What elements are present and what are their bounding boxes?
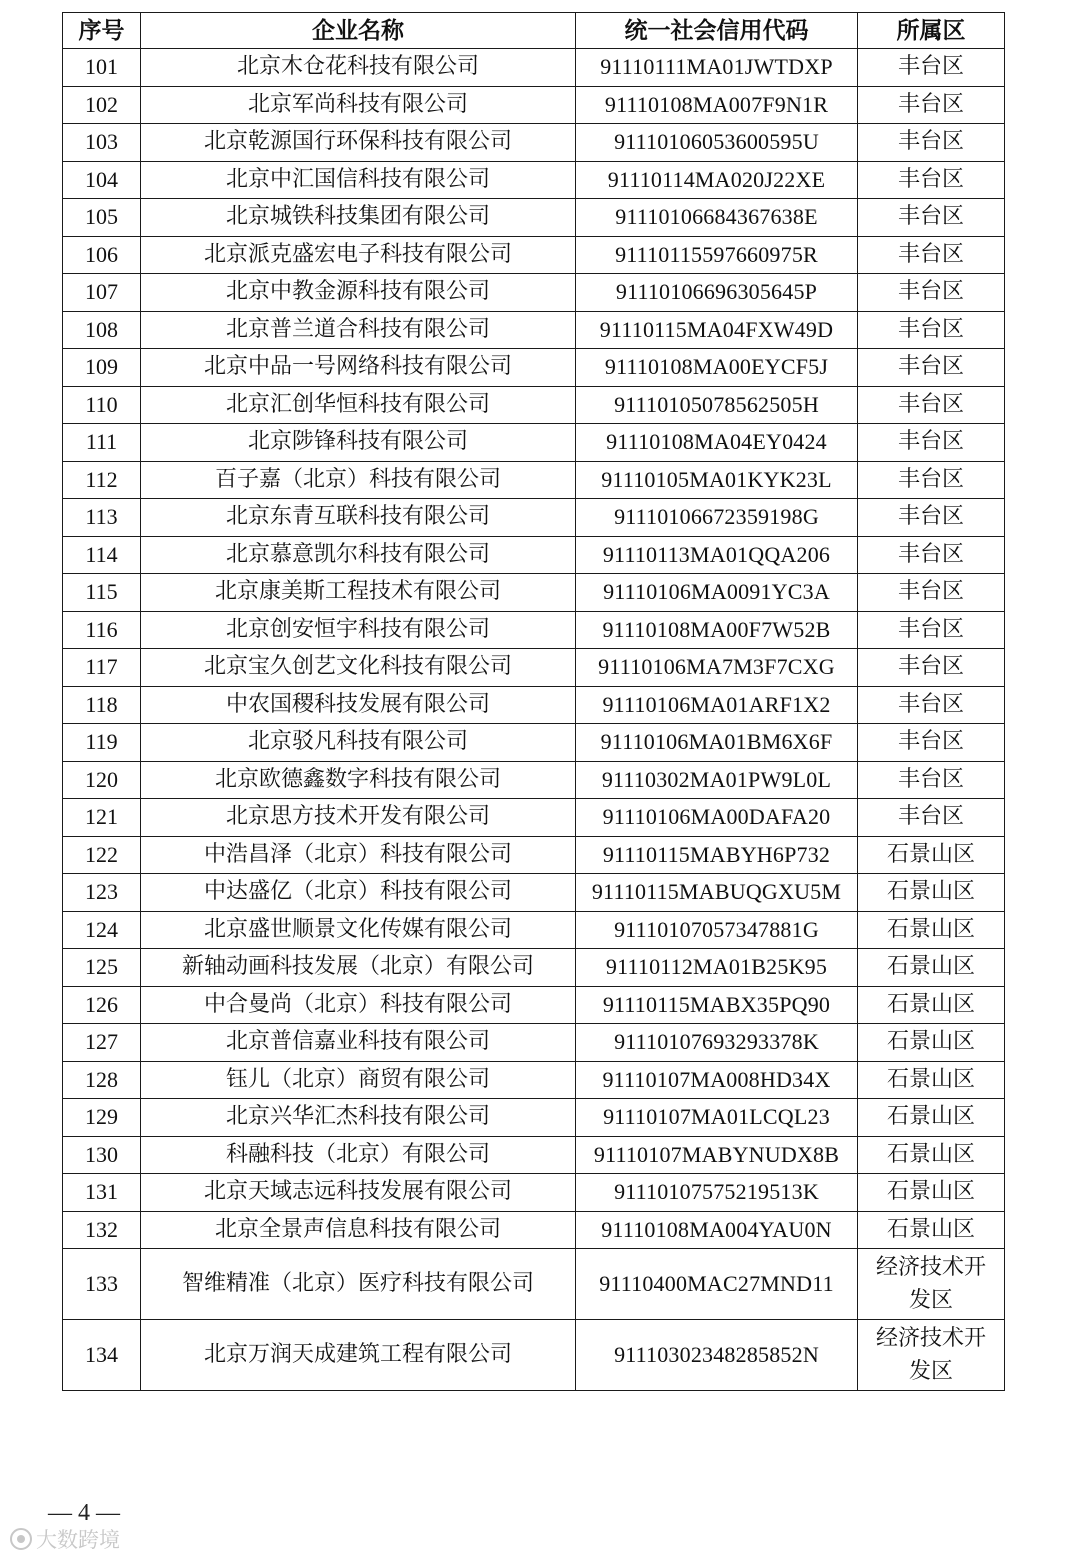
cell-district: 石景山区: [858, 1174, 1005, 1212]
cell-company-name: 北京汇创华恒科技有限公司: [141, 386, 576, 424]
cell-index: 117: [63, 649, 141, 687]
table-row: [63, 349, 1005, 387]
cell-credit-code: 91110115MA04FXW49D: [576, 311, 858, 349]
cell-district: 丰台区: [858, 461, 1005, 499]
header-row: [63, 13, 1005, 49]
cell-index: 126: [63, 986, 141, 1024]
cell-credit-code: 91110108MA007F9N1R: [576, 86, 858, 124]
table-row: [63, 724, 1005, 762]
table-row: [63, 1099, 1005, 1137]
cell-district: 丰台区: [858, 86, 1005, 124]
cell-credit-code: 91110106MA00DAFA20: [576, 799, 858, 837]
cell-company-name: 北京中汇国信科技有限公司: [141, 161, 576, 199]
cell-credit-code: 91110115MABUQGXU5M: [576, 874, 858, 912]
cell-credit-code: 91110107MA01LCQL23: [576, 1099, 858, 1137]
cell-company-name: 北京军尚科技有限公司: [141, 86, 576, 124]
cell-company-name: 北京驳凡科技有限公司: [141, 724, 576, 762]
cell-company-name: 北京慕意凯尔科技有限公司: [141, 536, 576, 574]
cell-district: 丰台区: [858, 349, 1005, 387]
cell-index: 115: [63, 574, 141, 612]
table-row: [63, 199, 1005, 237]
cell-credit-code: 91110106684367638E: [576, 199, 858, 237]
cell-credit-code: 91110107MABYNUDX8B: [576, 1136, 858, 1174]
table-row: [63, 1136, 1005, 1174]
cell-district: 石景山区: [858, 986, 1005, 1024]
cell-credit-code: 91110115MABYH6P732: [576, 836, 858, 874]
watermark: [10, 1524, 120, 1554]
cell-company-name: 北京城铁科技集团有限公司: [141, 199, 576, 237]
cell-index: 118: [63, 686, 141, 724]
cell-credit-code: 91110108MA00F7W52B: [576, 611, 858, 649]
cell-credit-code: 91110106696305645P: [576, 274, 858, 312]
cell-district: 丰台区: [858, 536, 1005, 574]
cell-company-name: 科融科技（北京）有限公司: [141, 1136, 576, 1174]
header-credit-code: 统一社会信用代码: [576, 13, 858, 49]
cell-index: 103: [63, 124, 141, 162]
cell-company-name: 北京盛世顺景文化传媒有限公司: [141, 911, 576, 949]
cell-index: 102: [63, 86, 141, 124]
cell-company-name: 北京全景声信息科技有限公司: [141, 1211, 576, 1249]
cell-district: 丰台区: [858, 311, 1005, 349]
cell-index: 120: [63, 761, 141, 799]
cell-district: 丰台区: [858, 274, 1005, 312]
cell-company-name: 百子嘉（北京）科技有限公司: [141, 461, 576, 499]
cell-credit-code: 91110111MA01JWTDXP: [576, 49, 858, 87]
cell-index: 112: [63, 461, 141, 499]
cell-credit-code: 91110106MA01BM6X6F: [576, 724, 858, 762]
cell-company-name: 中浩昌泽（北京）科技有限公司: [141, 836, 576, 874]
table-row: [63, 274, 1005, 312]
cell-company-name: 北京乾源国行环保科技有限公司: [141, 124, 576, 162]
cell-district: 石景山区: [858, 1211, 1005, 1249]
cell-index: 127: [63, 1024, 141, 1062]
cell-credit-code: 91110106053600595U: [576, 124, 858, 162]
cell-district: 石景山区: [858, 949, 1005, 987]
cell-district: 石景山区: [858, 836, 1005, 874]
cell-district: 丰台区: [858, 386, 1005, 424]
cell-district: 石景山区: [858, 874, 1005, 912]
cell-company-name: 北京普信嘉业科技有限公司: [141, 1024, 576, 1062]
cell-company-name: 北京天域志远科技发展有限公司: [141, 1174, 576, 1212]
table-row: [63, 611, 1005, 649]
cell-credit-code: 91110112MA01B25K95: [576, 949, 858, 987]
watermark-text: 大数跨境: [36, 1528, 120, 1552]
cell-district: 石景山区: [858, 911, 1005, 949]
cell-company-name: 中合曼尚（北京）科技有限公司: [141, 986, 576, 1024]
header-company-name: 企业名称: [141, 13, 576, 49]
cell-index: 116: [63, 611, 141, 649]
table-row: [63, 1320, 1005, 1391]
cell-index: 133: [63, 1249, 141, 1320]
cell-company-name: 北京思方技术开发有限公司: [141, 799, 576, 837]
cell-company-name: 北京宝久创艺文化科技有限公司: [141, 649, 576, 687]
cell-index: 124: [63, 911, 141, 949]
table-row: [63, 1024, 1005, 1062]
cell-company-name: 北京欧德鑫数字科技有限公司: [141, 761, 576, 799]
table-row: [63, 311, 1005, 349]
cell-company-name: 智维精准（北京）医疗科技有限公司: [141, 1249, 576, 1320]
cell-index: 111: [63, 424, 141, 462]
cell-district: 丰台区: [858, 236, 1005, 274]
cell-index: 107: [63, 274, 141, 312]
cell-credit-code: 91110108MA00EYCF5J: [576, 349, 858, 387]
cell-district: 丰台区: [858, 574, 1005, 612]
table-row: [63, 1174, 1005, 1212]
cell-district: 丰台区: [858, 611, 1005, 649]
cell-credit-code: 91110107MA008HD34X: [576, 1061, 858, 1099]
table-row: [63, 461, 1005, 499]
cell-credit-code: 91110114MA020J22XE: [576, 161, 858, 199]
cell-district: 经济技术开发区: [858, 1320, 1005, 1391]
cell-index: 108: [63, 311, 141, 349]
cell-district: 丰台区: [858, 649, 1005, 687]
cell-district: 丰台区: [858, 161, 1005, 199]
cell-index: 132: [63, 1211, 141, 1249]
table-row: [63, 761, 1005, 799]
table-row: [63, 1249, 1005, 1320]
cell-index: 106: [63, 236, 141, 274]
cell-district: 丰台区: [858, 124, 1005, 162]
cell-district: 丰台区: [858, 424, 1005, 462]
cell-credit-code: 91110108MA04EY0424: [576, 424, 858, 462]
table-row: [63, 499, 1005, 537]
cell-company-name: 北京兴华汇杰科技有限公司: [141, 1099, 576, 1137]
cell-index: 123: [63, 874, 141, 912]
enterprise-table: [62, 12, 1005, 1391]
table-row: [63, 836, 1005, 874]
cell-company-name: 北京木仓花科技有限公司: [141, 49, 576, 87]
cell-district: 丰台区: [858, 199, 1005, 237]
cell-credit-code: 91110106MA7M3F7CXG: [576, 649, 858, 687]
table-row: [63, 874, 1005, 912]
cell-credit-code: 91110105078562505H: [576, 386, 858, 424]
cell-index: 119: [63, 724, 141, 762]
table-row: [63, 536, 1005, 574]
cell-credit-code: 91110115MABX35PQ90: [576, 986, 858, 1024]
cell-credit-code: 91110108MA004YAU0N: [576, 1211, 858, 1249]
cell-company-name: 新轴动画科技发展（北京）有限公司: [141, 949, 576, 987]
table-row: [63, 686, 1005, 724]
cell-index: 101: [63, 49, 141, 87]
cell-credit-code: 91110400MAC27MND11: [576, 1249, 858, 1320]
cell-district: 丰台区: [858, 724, 1005, 762]
cell-credit-code: 91110106672359198G: [576, 499, 858, 537]
page-number: — 4 —: [48, 1500, 120, 1526]
cell-credit-code: 91110113MA01QQA206: [576, 536, 858, 574]
cell-company-name: 北京派克盛宏电子科技有限公司: [141, 236, 576, 274]
cell-index: 109: [63, 349, 141, 387]
cell-credit-code: 91110105MA01KYK23L: [576, 461, 858, 499]
cell-index: 122: [63, 836, 141, 874]
cell-company-name: 北京康美斯工程技术有限公司: [141, 574, 576, 612]
cell-index: 128: [63, 1061, 141, 1099]
header-index: 序号: [63, 13, 141, 49]
table-body: [63, 49, 1005, 1391]
cell-index: 110: [63, 386, 141, 424]
cell-index: 134: [63, 1320, 141, 1391]
cell-company-name: 北京中品一号网络科技有限公司: [141, 349, 576, 387]
table-row: [63, 161, 1005, 199]
cell-company-name: 中农国稷科技发展有限公司: [141, 686, 576, 724]
cell-district: 经济技术开发区: [858, 1249, 1005, 1320]
cell-district: 石景山区: [858, 1061, 1005, 1099]
table-row: [63, 124, 1005, 162]
cell-company-name: 北京创安恒宇科技有限公司: [141, 611, 576, 649]
cell-district: 丰台区: [858, 49, 1005, 87]
cell-district: 石景山区: [858, 1024, 1005, 1062]
cell-credit-code: 91110115597660975R: [576, 236, 858, 274]
cell-index: 105: [63, 199, 141, 237]
cell-company-name: 北京中教金源科技有限公司: [141, 274, 576, 312]
cell-index: 131: [63, 1174, 141, 1212]
cell-credit-code: 91110106MA01ARF1X2: [576, 686, 858, 724]
cell-index: 114: [63, 536, 141, 574]
table-row: [63, 424, 1005, 462]
cell-district: 丰台区: [858, 799, 1005, 837]
table-row: [63, 799, 1005, 837]
table-row: [63, 386, 1005, 424]
table-row: [63, 949, 1005, 987]
cell-credit-code: 91110107057347881G: [576, 911, 858, 949]
cell-index: 129: [63, 1099, 141, 1137]
header-district: 所属区: [858, 13, 1005, 49]
table-row: [63, 1211, 1005, 1249]
cell-company-name: 北京陟锋科技有限公司: [141, 424, 576, 462]
cell-credit-code: 91110302348285852N: [576, 1320, 858, 1391]
cell-index: 130: [63, 1136, 141, 1174]
cell-credit-code: 91110107575219513K: [576, 1174, 858, 1212]
cell-index: 113: [63, 499, 141, 537]
table-row: [63, 86, 1005, 124]
cell-company-name: 钰儿（北京）商贸有限公司: [141, 1061, 576, 1099]
cell-company-name: 中达盛亿（北京）科技有限公司: [141, 874, 576, 912]
cell-company-name: 北京普兰道合科技有限公司: [141, 311, 576, 349]
cell-district: 丰台区: [858, 686, 1005, 724]
table-row: [63, 236, 1005, 274]
cell-district: 石景山区: [858, 1099, 1005, 1137]
table-row: [63, 574, 1005, 612]
table-row: [63, 649, 1005, 687]
cell-company-name: 北京东青互联科技有限公司: [141, 499, 576, 537]
table-row: [63, 986, 1005, 1024]
cell-credit-code: 91110302MA01PW9L0L: [576, 761, 858, 799]
table-header: [63, 13, 1005, 49]
cell-district: 石景山区: [858, 1136, 1005, 1174]
cell-district: 丰台区: [858, 499, 1005, 537]
watermark-logo-icon: [10, 1528, 32, 1550]
table-row: [63, 911, 1005, 949]
table-row: [63, 1061, 1005, 1099]
cell-district: 丰台区: [858, 761, 1005, 799]
cell-index: 121: [63, 799, 141, 837]
cell-credit-code: 91110107693293378K: [576, 1024, 858, 1062]
cell-credit-code: 91110106MA0091YC3A: [576, 574, 858, 612]
cell-company-name: 北京万润天成建筑工程有限公司: [141, 1320, 576, 1391]
cell-index: 125: [63, 949, 141, 987]
cell-index: 104: [63, 161, 141, 199]
table-row: [63, 49, 1005, 87]
